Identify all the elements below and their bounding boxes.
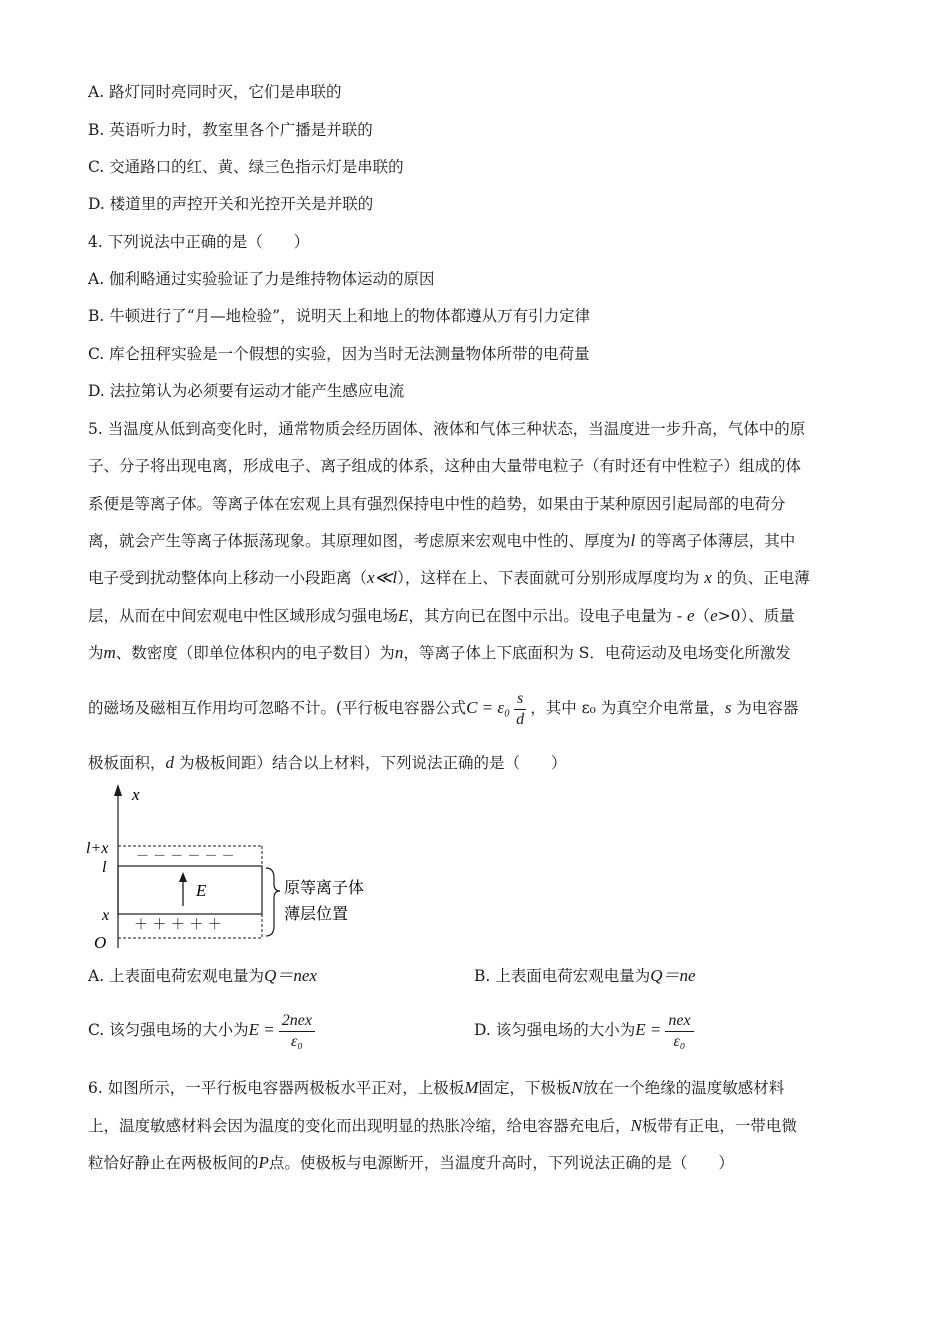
text-segment: 的等离子体薄层，其中	[640, 532, 796, 550]
q5-line-3: 系便是等离子体。等离子体在宏观上具有强烈保持电中性的趋势，如果由于某种原因引起局部的电荷分	[88, 495, 786, 513]
q5-option-a	[88, 966, 317, 986]
text-segment: 板带有正电，一带电微	[641, 1117, 797, 1135]
var-d: d	[165, 753, 175, 772]
q5-line-7	[88, 643, 791, 663]
text-segment: D. 该匀强电场的大小为	[474, 1021, 636, 1039]
text-segment: 的负、正电薄	[716, 569, 810, 587]
text-segment: >0）、质量	[717, 607, 795, 625]
q5-line-4	[88, 531, 795, 551]
text-segment: A. 上表面电荷宏观电量为	[88, 967, 265, 985]
fraction-numerator: 2nex	[279, 1011, 315, 1032]
text-segment: 极板面积，	[88, 754, 166, 772]
q5-line-2: 子、分子将出现电离，形成电子、离子组成的体系，这种由大量带电粒子（有时还有中性粒子）组成的体	[88, 457, 802, 475]
q5-line-1: 5. 当温度从低到高变化时，通常物质会经历固体、液体和气体三种状态，当温度进一步升高，气体中的原	[88, 420, 806, 438]
field-arrow-icon	[179, 872, 187, 882]
q3-option-b: B. 英语听力时，教室里各个广播是并联的	[88, 121, 373, 139]
label-origin: O	[94, 933, 107, 952]
fraction-denominator: d	[516, 710, 525, 728]
fraction-numerator: s	[514, 689, 526, 710]
positive-charges: ＋ ＋ ＋ ＋ ＋	[134, 917, 222, 933]
text-segment: 固定，下极板	[478, 1079, 572, 1097]
var-e: e	[710, 606, 718, 625]
q4-option-a: A. 伽利略通过实验验证了力是维持物体运动的原因	[88, 270, 435, 288]
text-segment: 上，温度敏感材料会因为温度的变化而出现明显的热胀冷缩，给电容器充电后，	[88, 1117, 631, 1135]
axis-arrow-icon	[114, 784, 122, 796]
capacitor-formula: C = ε₀	[466, 698, 510, 717]
text-segment: 电子受到扰动整体向上移动一小段距离（	[88, 569, 368, 587]
q3-option-a: A. 路灯同时亮同时灭，它们是串联的	[88, 83, 342, 101]
brace	[266, 868, 280, 936]
var-E: E	[398, 606, 409, 625]
fraction-denominator: ε₀	[673, 1032, 686, 1050]
q4-option-c: C. 库仑扭秤实验是一个假想的实验，因为当时无法测量物体所带的电荷量	[88, 345, 590, 363]
var-M: M	[464, 1078, 479, 1097]
fraction-c	[279, 1011, 315, 1052]
formula-lhs: E =	[635, 1020, 662, 1039]
text-segment: C. 该匀强电场的大小为	[88, 1021, 249, 1039]
var-x-ll-l: x≪l	[367, 568, 398, 587]
field-label-E: E	[196, 881, 207, 900]
q6-line-3	[88, 1153, 734, 1173]
text-segment: ，其方向已在图中示出。设电子电量为 -	[408, 607, 687, 625]
q5-option-d	[474, 1008, 698, 1052]
brace-label-line-2: 薄层位置	[284, 904, 349, 923]
q3-option-c: C. 交通路口的红、黄、绿三色指示灯是串联的	[88, 158, 404, 176]
text-segment: ，其中 ε₀ 为真空介电常量，	[530, 699, 725, 717]
var-s: s	[724, 698, 732, 717]
brace-label-line-1: 原等离子体	[284, 878, 365, 897]
text-segment: B. 上表面电荷宏观电量为	[474, 967, 651, 985]
formula-lhs: E =	[248, 1020, 275, 1039]
q6-line-1	[88, 1078, 784, 1098]
text-segment: 层，从而在中间宏观电中性区域形成匀强电场	[88, 607, 399, 625]
label-x: x	[102, 907, 110, 924]
text-segment: 为极板间距）结合以上材料，下列说法正确的是（ ）	[178, 754, 567, 772]
q5-line-6	[88, 606, 795, 626]
var-N: N	[630, 1116, 642, 1135]
var-x: x	[704, 568, 712, 587]
q5-option-b	[474, 966, 696, 986]
var-N: N	[571, 1078, 583, 1097]
plasma-layer-diagram	[80, 780, 400, 955]
var-l: l	[630, 531, 636, 550]
q6-line-2	[88, 1116, 797, 1136]
text-segment: 6. 如图所示，一平行板电容器两极板水平正对，上极板	[88, 1079, 465, 1097]
fraction-denominator: ε₀	[290, 1032, 303, 1050]
text-segment: 离，就会产生等离子体振荡现象。其原理如图，考虑原来宏观电中性的、厚度为	[88, 532, 631, 550]
q5-line-8	[88, 687, 798, 730]
q5-option-c	[88, 1008, 319, 1052]
q4-stem: 4. 下列说法中正确的是（ ）	[88, 233, 310, 251]
var-m: m	[103, 643, 116, 662]
q4-option-d: D. 法拉第认为必须要有运动才能产生感应电流	[88, 382, 405, 400]
var-P: P	[258, 1153, 269, 1172]
q5-line-9	[88, 753, 566, 773]
text-segment: ），这样在上、下表面就可分别形成厚度均为	[397, 569, 700, 587]
formula-B: Q＝ne	[650, 966, 696, 985]
var-e: e	[687, 606, 695, 625]
text-segment: 为	[88, 644, 104, 662]
text-segment: 的磁场及磁相互作用均可忽略不计。(平行板电容器公式	[88, 699, 467, 717]
var-n: n	[394, 643, 404, 662]
axis-label-x: x	[132, 785, 140, 804]
fraction-d	[665, 1011, 693, 1052]
text-segment: 点。使极板与电源断开，当温度升高时，下列说法正确的是（ ）	[268, 1154, 734, 1172]
text-segment: （	[694, 607, 711, 625]
q4-option-b: B. 牛顿进行了“月—地检验”，说明天上和地上的物体都遵从万有引力定律	[88, 307, 591, 325]
q3-option-d: D. 楼道里的声控开关和光控开关是并联的	[88, 195, 374, 213]
label-l-plus-x: l+x	[86, 840, 109, 857]
text-segment: 、数密度（即单位体积内的电子数目）为	[115, 644, 395, 662]
label-l: l	[102, 859, 107, 876]
text-segment: 粒恰好静止在两极板间的	[88, 1154, 259, 1172]
negative-charges: － － － － － －	[136, 849, 235, 864]
neutral-region-box	[118, 866, 262, 914]
fraction-s-over-d	[514, 689, 526, 730]
text-segment: 为电容器	[736, 699, 799, 717]
text-segment: 放在一个绝缘的温度敏感材料	[582, 1079, 785, 1097]
fraction-numerator: nex	[665, 1011, 693, 1032]
q5-line-5	[88, 568, 810, 588]
formula-A: Q＝nex	[264, 966, 317, 985]
text-segment: ，等离子体上下底面积为 S．电荷运动及电场变化所激发	[403, 644, 791, 662]
